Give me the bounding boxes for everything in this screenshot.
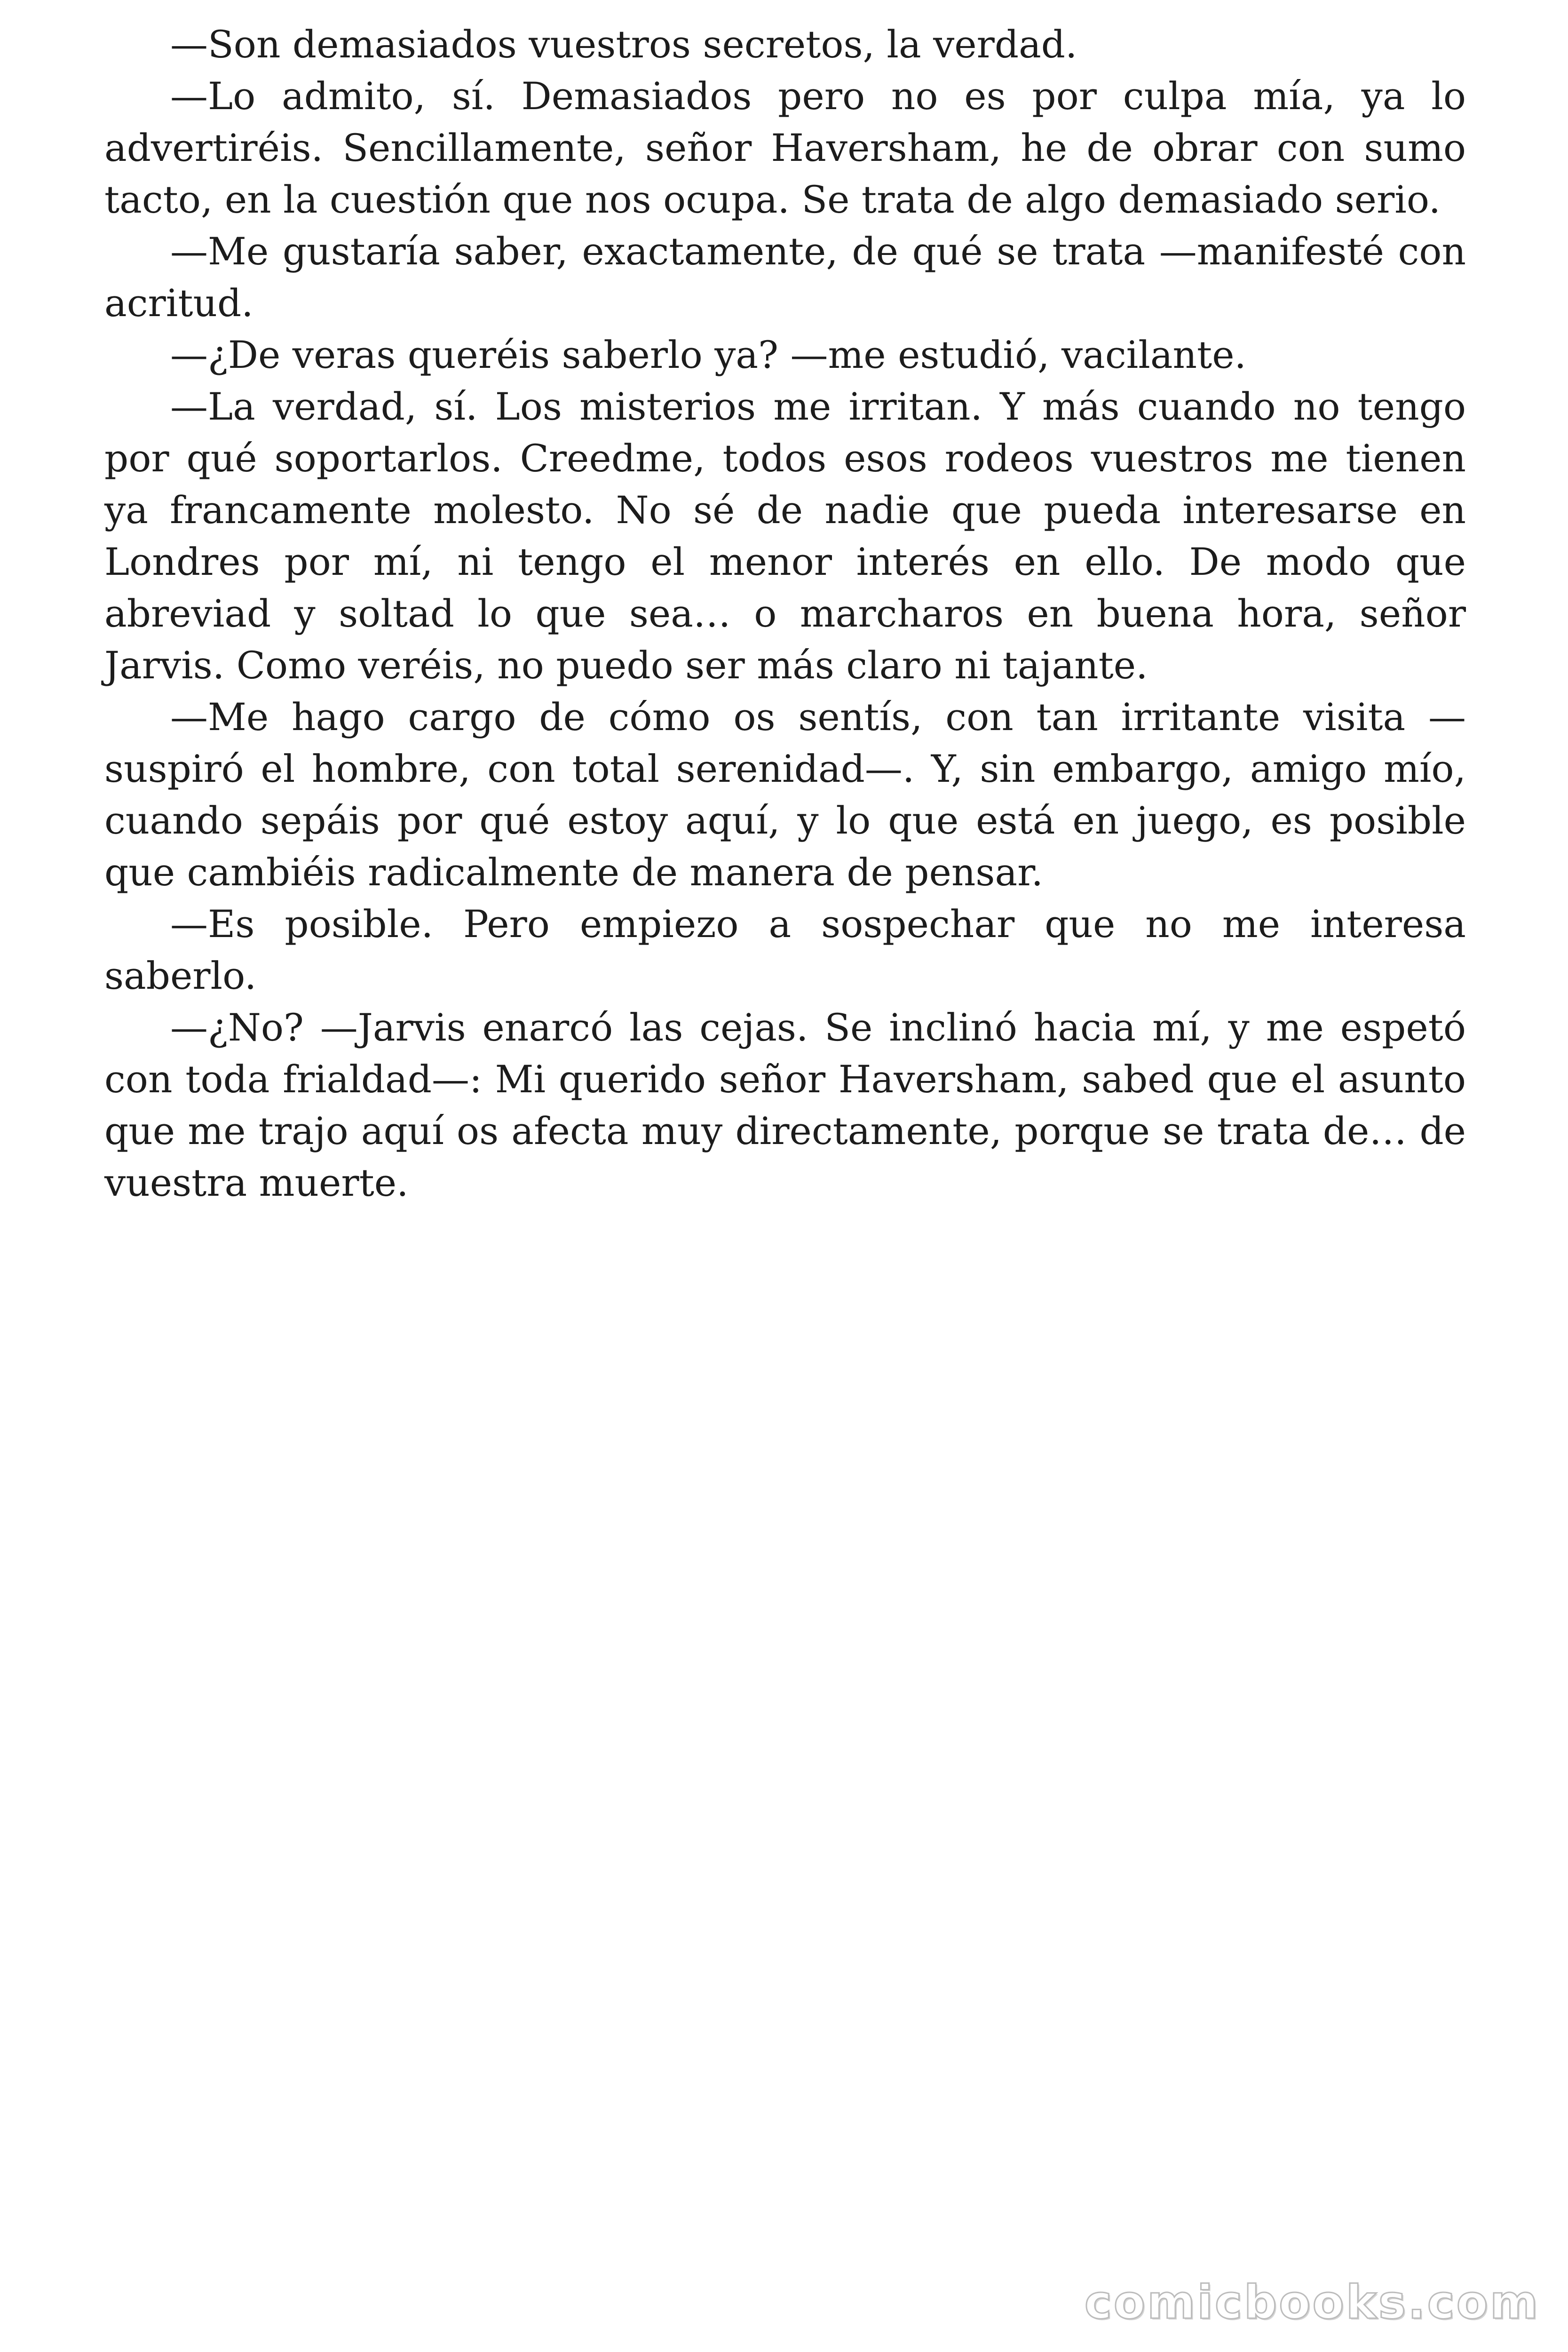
- paragraph: —Es posible. Pero empiezo a sospechar que no me interesa saberlo.: [104, 902, 1466, 998]
- paragraph: —Lo admito, sí. Demasiados pero no es por culpa mía, ya lo advertiréis. Sencillamente, señor Haversham, he de obrar con sumo tacto, en la cuestión que nos ocupa. Se trata de algo demasiado serio.: [104, 74, 1466, 222]
- paragraph: —Son demasiados vuestros secretos, la verdad.: [170, 23, 1077, 66]
- watermark-logo: comicbooks.com: [1084, 2276, 1540, 2329]
- paragraph: —¿De veras queréis saberlo ya? —me estudió, vacilante.: [170, 333, 1246, 377]
- body-text: [104, 19, 1466, 1209]
- paragraph: —La verdad, sí. Los misterios me irritan. Y más cuando no tengo por qué soportarlos. Creedme, todos esos rodeos vuestros me tienen ya francamente molesto. No sé de nadie que pueda interesarse en Londres por mí, ni tengo el menor interés en ello. De modo que abreviad y soltad lo que sea… o marcharos en buena hora, señor Jarvis. Como veréis, no puedo ser más claro ni tajante.: [104, 385, 1466, 687]
- paragraph: —Me gustaría saber, exactamente, de qué se trata —manifesté con acritud.: [104, 230, 1466, 325]
- paragraph: —Me hago cargo de cómo os sentís, con tan irritante visita —suspiró el hombre, con total serenidad—. Y, sin embargo, amigo mío, cuando sepáis por qué estoy aquí, y lo que está en juego, es posible que cambiéis radicalmente de manera de pensar.: [104, 695, 1466, 894]
- paragraph: —¿No? —Jarvis enarcó las cejas. Se inclinó hacia mí, y me espetó con toda frialdad—: Mi querido señor Haversham, sabed que el asunto que me trajo aquí os afecta muy directamente, porque se trata de… de vuestra muerte.: [104, 1006, 1466, 1205]
